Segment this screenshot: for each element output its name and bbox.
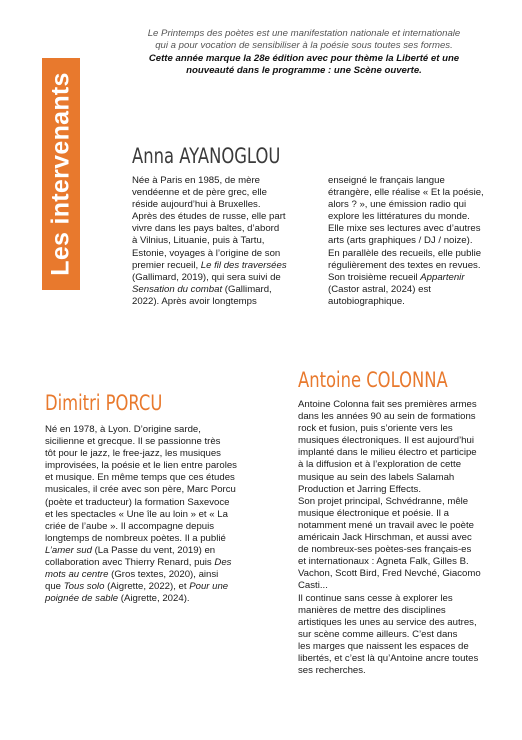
bio-line: vivre dans les pays baltes, d’abord [132,223,280,235]
speaker-bio-ayanoglou-col1 [132,175,317,308]
bio-line: L’amer sud (La Passe du vent, 2019) en [45,544,216,556]
speaker-bio-colonna [298,399,513,677]
bio-line: En parallèle des recueils, elle publie [328,247,482,259]
bio-line: improvisées, la poésie et le lien entre paroles [45,460,237,472]
bio-line: autobiographique. [328,295,405,307]
bio-line: Né en 1978, à Lyon. D’origine sarde, [45,424,201,435]
speaker-bio-ayanoglou-col2 [328,175,508,308]
speaker-name-porcu: Dimitri PORCU [45,391,163,415]
bio-line: et internationaux : Agneta Falk, Gilles B. [298,556,469,568]
bio-line: Antoine Colonna fait ses premières armes [298,399,477,410]
bio-line: et les spectacles « Une île au loin » et « La [45,508,228,520]
intro-highlight-line: nouveauté dans le programme : une Scène ouverte. [186,65,422,77]
bio-line: vendéenne et de père grec, elle [132,187,267,199]
bio-line: que Tous solo (Aigrette, 2022), et Pour une [45,581,229,593]
bio-line: Vachon, Scott Bird, Fred Nevché, Giacomo [298,568,481,580]
speaker-bio-porcu [45,424,285,605]
bio-line: notamment mené un travail avec le poète [298,519,474,531]
bio-line: Elle mixe ses lectures avec d’autres [328,223,481,235]
bio-line: poignée de sable (Aigrette, 2024). [45,593,190,605]
bio-line: musicales, il crée avec son père, Marc Porcu [45,484,236,496]
bio-line: à Vilnius, Lituanie, puis à Tartu, [132,235,265,247]
bio-line: Son projet principal, Schvédranne, mêle [298,495,469,507]
speaker-name-colonna: Antoine COLONNA [298,368,448,392]
bio-line: collaboration avec Thierry Renard, puis Des [45,557,232,569]
bio-line: Sensation du combat (Gallimard, [132,283,272,295]
bio-line: et musique. En même temps que ces études [45,472,235,484]
bio-line: régulièrement des textes en revues. [328,259,481,271]
bio-line: sicilienne et grecque. Il se passionne très [45,436,221,448]
bio-line: Casti... [298,580,328,592]
bio-line: musiques électroniques. Il est aujourd’hui [298,435,474,447]
bio-line: enseigné le français langue [328,175,445,186]
bio-line: alors ? », une émission radio qui [328,199,467,211]
bio-line: 2022). Après avoir longtemps [132,295,257,307]
bio-line: criée de l’aube ». Il accompagne depuis [45,520,215,532]
bio-line: arts (arts graphiques / DJ / noize). [328,235,473,247]
bio-line: Née à Paris en 1985, de mère [132,175,260,186]
bio-line: musique électronique et poésie. Il a [298,507,449,519]
bio-line: rock et fusion, puis s’oriente vers les [298,423,453,435]
bio-line: (Gallimard, 2019), qui sera suivi de [132,271,281,283]
bio-line: implanté dans le milieu électro et participe [298,447,477,459]
bio-line: de nombreux-ses poètes-ses français-es [298,544,472,556]
bio-line: longtemps de nombreux poètes. Il a publié [45,532,226,544]
speaker-name-ayanoglou: Anna AYANOGLOU [132,144,281,168]
bio-line: musique au sein des labels Salamah [298,471,455,483]
bio-line: Il continue sans cesse à explorer les [298,592,453,604]
bio-line: réside aujourd’hui à Bruxelles. [132,199,261,211]
bio-line: à la diffusion et à l’exploration de cette [298,459,462,471]
intro-line: Le Printemps des poètes est une manifestation nationale et internationale [147,28,461,39]
bio-line: libertés, et c’est là qu’Antoine ancre toutes [298,652,479,664]
bio-line: Son troisième recueil Appartenir [328,271,465,283]
intro-line: qui a pour vocation de sensibiliser à la poésie sous toutes ses formes. [155,40,453,52]
bio-line: dans les années 90 au sein de formations [298,411,476,423]
bio-line: sur scène comme ailleurs. C’est dans [298,628,458,640]
bio-line: premier recueil, Le fil des traversées [132,259,287,271]
bio-line: étrangère, elle réalise « Et la poésie, [328,187,484,199]
bio-line: tôt pour le jazz, le free-jazz, les musiques [45,448,221,460]
section-tab [42,58,80,290]
bio-line: explore les littératures du monde. [328,211,470,223]
bio-line: (poète et traducteur) la formation Saxevoce [45,496,230,508]
bio-line: Estonie, voyages à l’origine de son [132,247,281,259]
bio-line: américain Jack Hirschman, et aussi avec [298,532,472,544]
intro-highlight-line: Cette année marque la 28e édition avec pour thème la Liberté et une [148,52,460,64]
bio-line: artistiques les unes au service des autres, [298,616,477,628]
bio-line: Après des études de russe, elle part [132,211,286,223]
bio-line: mots au centre (Gros textes, 2020), ainsi [45,569,219,581]
bio-line: Production et Jarring Effects. [298,483,422,495]
bio-line: (Castor astral, 2024) est [328,283,431,295]
bio-line: les marges que naissent les espaces de [298,640,469,652]
intro-text [118,28,490,78]
section-title: Les intervenants [46,72,75,276]
bio-line: manières de mettre des disciplines [298,604,446,616]
bio-line: ses recherches. [298,665,366,677]
